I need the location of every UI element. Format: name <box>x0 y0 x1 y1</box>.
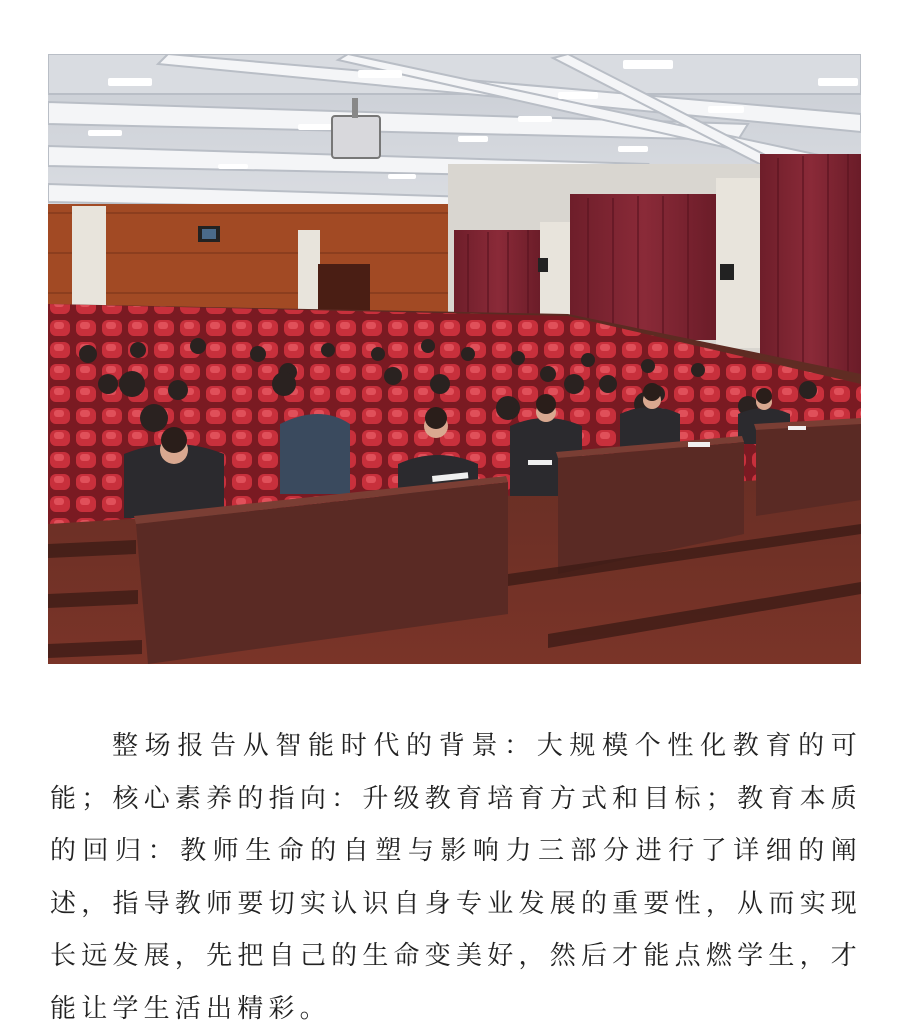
lecture-hall-photo <box>48 54 861 664</box>
article-paragraph: 整场报告从智能时代的背景：大规模个性化教育的可能；核心素养的指向：升级教育培育方式和目标；教育本质的回归：教师生命的自塑与影响力三部分进行了详细的阐述，指导教师要切实认识自身专业发展的重要性，从而实现长远发展，先把自己的生命变美好，然后才能点燃学生，才能让学生活出精彩。 <box>50 731 862 1024</box>
